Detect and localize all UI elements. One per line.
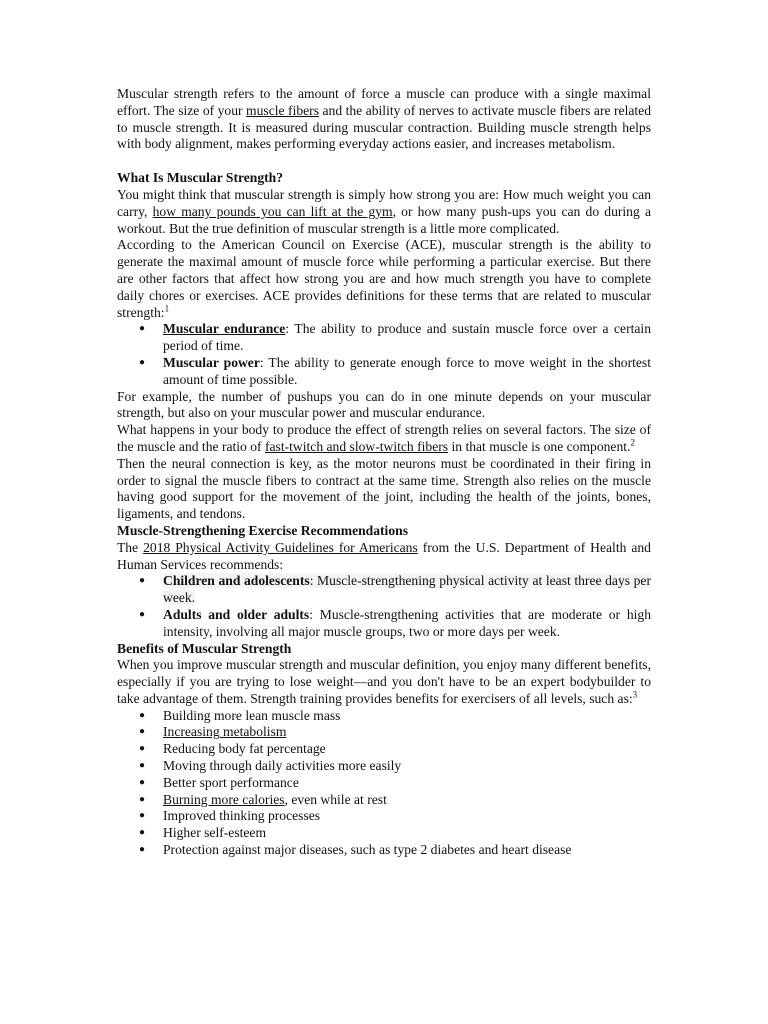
paragraph-benefits: When you improve muscular strength and muscular definition, you enjoy many different benefits, especially if you are trying to lose weight—and you don't have to be an expert bodybuilder to take advantage of them. Strength training provides benefits for exercisers of all levels, such as:$^3$: [117, 657, 651, 706]
increasing-metabolism-link[interactable]: Increasing metabolism: [163, 724, 287, 740]
term-label: Children and adolescents: [163, 573, 310, 589]
muscle-fibers-link[interactable]: muscle fibers: [246, 102, 319, 118]
list-item: ● Protection against major diseases, such as type 2 diabetes and heart disease: [139, 842, 572, 858]
burning-calories-link[interactable]: Burning more calories: [163, 791, 285, 807]
document-page: [117, 86, 651, 859]
list-item: ● Better sport performance: [139, 774, 299, 790]
footnote-2[interactable]: 2: [630, 437, 635, 448]
footnote-1[interactable]: 1: [164, 303, 170, 314]
recommendations-list: [117, 573, 651, 640]
list-item: ● Adults and older adults: Muscle-strengthening activities that are moderate or high intensity, involving all major muscle groups, two or more days per week.: [139, 606, 651, 639]
heading-recommendations: Muscle-Strengthening Exercise Recommendations: [117, 522, 408, 538]
list-item: [139, 724, 651, 741]
paragraph-definition: You might think that muscular strength is simply how strong you are: How much weight you can carry, how many pounds you can lift at the gym, or how many push-ups you can do during a workout. But the true definition of muscular strength is a little more complicated.: [117, 186, 651, 236]
heading-benefits: Benefits of Muscular Strength: [117, 640, 292, 656]
bullet-icon: ●: [139, 776, 146, 788]
spacer: [117, 153, 651, 170]
highlighted-text: Children and adolescents: Muscle-strengthening physical activity at least three days per week.: [163, 573, 651, 606]
fiber-types-link[interactable]: fast-twitch and slow-twitch fibers: [264, 438, 449, 454]
heading-what-is-muscular-strength: What Is Muscular Strength?: [117, 170, 284, 186]
muscular-endurance-link[interactable]: Muscular endurance: [163, 321, 286, 337]
bullet-icon: ●: [139, 743, 146, 755]
list-item: ● Improved thinking processes: [139, 808, 321, 824]
bullet-icon: ●: [139, 608, 146, 620]
bullet-icon: ●: [139, 827, 146, 839]
paragraph-example: For example, the number of pushups you can do in one minute depends on your muscular strength, but also on your muscular power and muscular endurance.: [117, 388, 651, 421]
intro-paragraph: Muscular strength refers to the amount of force a muscle can produce with a single maximal effort. The size of your muscle fibers and the ability of nerves to activate muscle fibers are related to muscle strength. It is measured during muscular contraction. Building muscle strength helps with body alignment, makes performing everyday actions easier, and increases metabolism.: [117, 86, 651, 152]
footnote-3[interactable]: 3: [632, 689, 638, 700]
bullet-icon: ●: [139, 760, 146, 772]
bullet-icon: ●: [139, 356, 146, 368]
list-item: ● Muscular power: The ability to generate enough force to move weight in the shortest amount of time possible.: [139, 354, 651, 387]
bullet-icon: ●: [139, 810, 146, 822]
terms-list: [117, 321, 651, 388]
bullet-icon: ●: [139, 844, 146, 856]
paragraph-ace: According to the American Council on Exercise (ACE), muscular strength is the ability to generate the maximal amount of muscle force while performing a particular exercise. But there are other factors that affect how strong you are and how much strength you have to complete daily chores or exercises. ACE provides definitions for these terms that are related to muscular strength:$^1$: [117, 237, 651, 320]
lift-at-gym-link[interactable]: how many pounds you can lift at the gym: [152, 203, 393, 219]
paragraph-guidelines: The 2018 Physical Activity Guidelines for Americans from the U.S. Department of Health and Human Services recommends:: [117, 539, 651, 572]
bullet-icon: ●: [139, 323, 146, 335]
benefits-list: [117, 708, 651, 859]
list-item: ● Higher self-esteem: [139, 825, 267, 841]
list-item: ● Reducing body fat percentage: [139, 741, 326, 757]
list-item: [139, 573, 651, 607]
term-label: Adults and older adults: [163, 606, 310, 622]
paragraph-neural: Then the neural connection is key, as the motor neurons must be coordinated in their firing in order to signal the muscle fibers to contract at the same time. Strength also relies on the muscle having good support for the movement of the joint, including the health of the joints, bones, ligaments, and tendons.: [117, 455, 651, 522]
guidelines-link[interactable]: 2018 Physical Activity Guidelines for Americans: [143, 539, 418, 555]
list-item: ● Moving through daily activities more easily: [139, 758, 402, 774]
list-item: ● Building more lean muscle mass: [139, 707, 341, 723]
bullet-icon: ●: [139, 726, 146, 738]
bullet-icon: ●: [139, 793, 146, 805]
list-item: ● Muscular endurance: The ability to produce and sustain muscle force over a certain period of time.: [139, 321, 651, 354]
paragraph-factors: What happens in your body to produce the effect of strength relies on several factors. The size of the muscle and the ratio of fast-twitch and slow-twitch fibers in that muscle is one component.$^2$: [117, 422, 651, 454]
bullet-icon: ●: [139, 709, 146, 721]
bullet-icon: ●: [139, 575, 146, 587]
list-item: ● Burning more calories, even while at rest: [139, 791, 387, 807]
term-label: Muscular power: [163, 354, 260, 370]
